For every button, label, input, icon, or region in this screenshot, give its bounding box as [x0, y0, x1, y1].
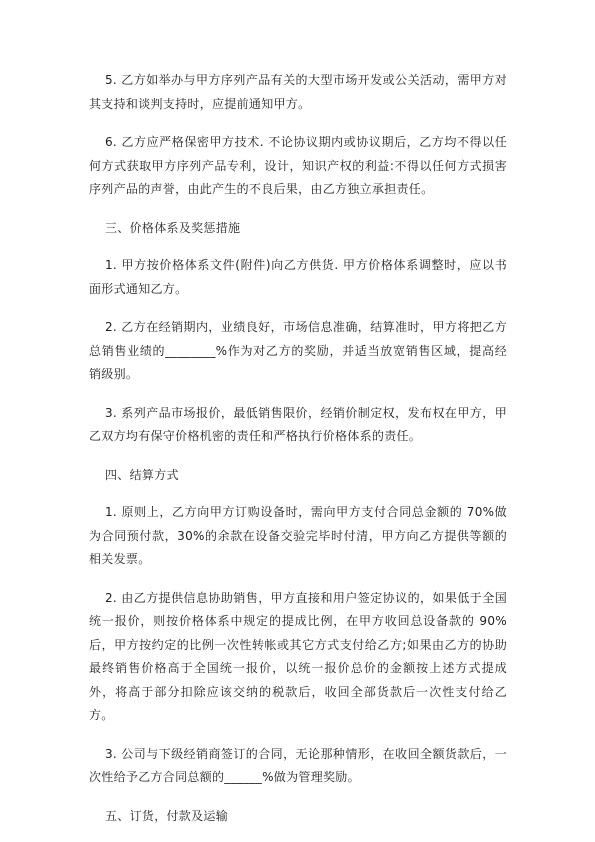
section-4-clause-1-paragraph: 1. 原则上，乙方向甲方订购设备时，需向甲方支付合同总金额的 70%做为合同预付款，30%的余款在设备交验完毕时付清，甲方向乙方提供等额的相关发票。	[89, 505, 507, 566]
section-4-clause-3-paragraph: 3. 公司与下级经销商签订的合同，无论那种情形，在收回全额货款后，一次性给予乙方合同总额的______%做为管理奖励。	[89, 746, 507, 784]
clause-6-paragraph: 6. 乙方应严格保密甲方技术. 不论协议期内或协议期后，乙方均不得以任何方式获取甲方序列产品专利，设计，知识产权的利益:不得以任何方式损害序列产品的声誉，由此产生的不良后果，由乙方独立承担责任。	[89, 135, 507, 196]
document-page	[89, 69, 507, 828]
section-3-clause-1-paragraph: 1. 甲方按价格体系文件(附件)向乙方供货. 甲方价格体系调整时，应以书面形式通知乙方。	[89, 258, 507, 296]
clause-5-paragraph: 5. 乙方如举办与甲方序列产品有关的大型市场开发或公关活动，需甲方对其支持和谈判支持时，应提前通知甲方。	[89, 73, 507, 111]
section-4-clause-2-paragraph: 2. 由乙方提供信息协助销售，甲方直接和用户签定协议的，如果低于全国统一报价，则按价格体系中规定的提成比例，在甲方收回总设备款的 90%后，甲方按约定的比例一次性转帐或其它方式支付给乙方;如果由乙方的协助最终销售价格高于全国统一报价，以统一报价总价的金额按上述方式提成外，将高于部分扣除应该交纳的税款后，收回全部货款后一次性支付给乙方。	[89, 590, 507, 722]
section-5-heading: 五、订货，付款及运输	[105, 808, 229, 823]
section-3-heading: 三、价格体系及奖惩措施	[105, 220, 241, 235]
section-4-heading: 四、结算方式	[105, 467, 179, 482]
section-3-clause-2-paragraph: 2. 乙方在经销期内，业绩良好，市场信息准确，结算准时，甲方将把乙方总销售业绩的________%作为对乙方的奖励，并适当放宽销售区域，提高经销级别。	[89, 320, 507, 381]
section-3-clause-3-paragraph: 3. 系列产品市场报价，最低销售限价，经销价制定权，发布权在甲方，甲乙双方均有保守价格机密的责任和严格执行价格体系的责任。	[89, 405, 507, 443]
